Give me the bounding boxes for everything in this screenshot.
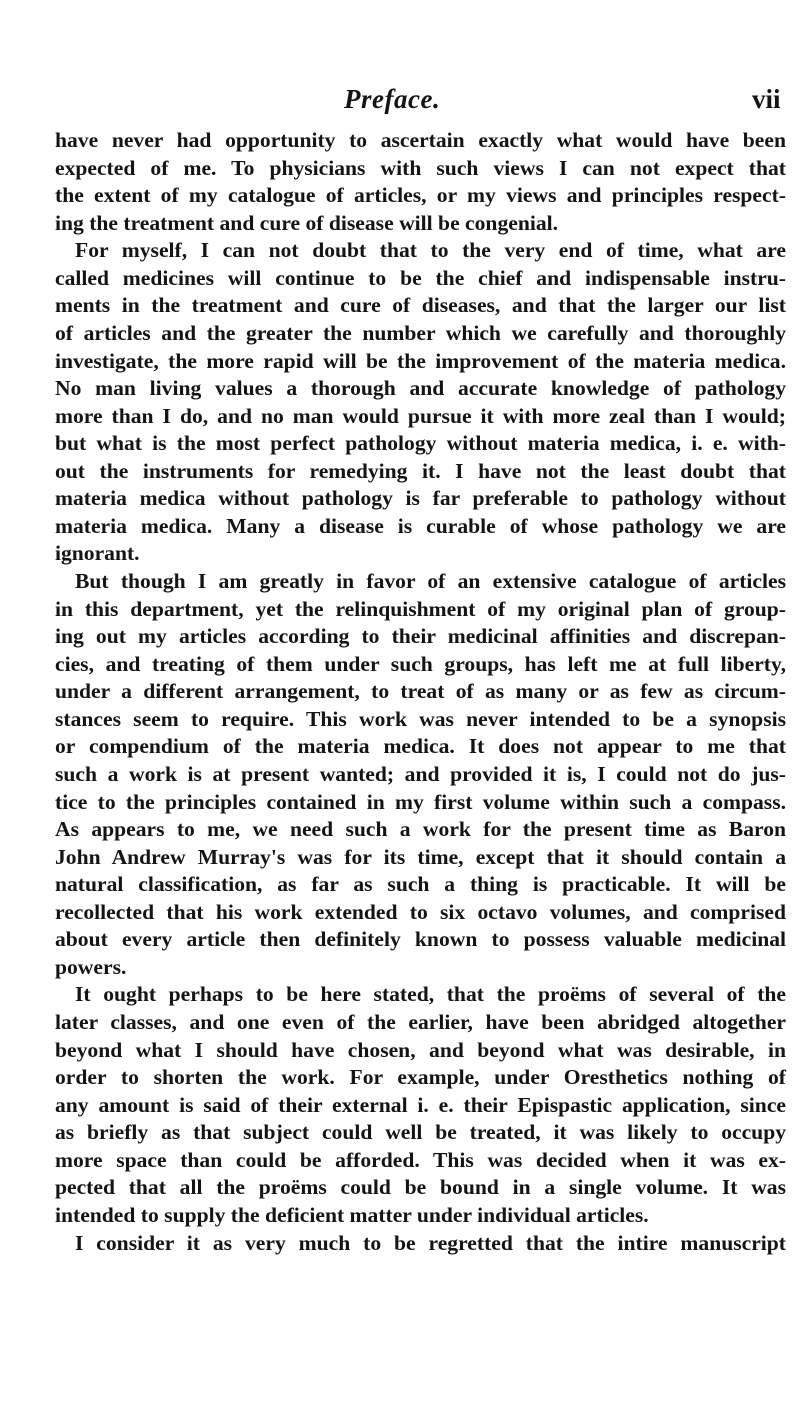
paragraph-3 bbox=[55, 568, 786, 981]
text-line: ing the treatment and cure of disease will be congenial. bbox=[55, 210, 559, 235]
text-line: out the instruments for remedying it. I have not the least doubt that bbox=[55, 458, 786, 483]
text-line: No man living values a thorough and accurate knowledge of pathology bbox=[55, 376, 786, 401]
text-line: materia medica without pathology is far preferable to pathology without bbox=[55, 486, 786, 511]
paragraph-2 bbox=[55, 237, 786, 568]
text-line: recollected that his work extended to six octavo volumes, and comprised bbox=[55, 899, 786, 924]
text-line: I consider it as very much to be regretted that the intire manuscript bbox=[75, 1230, 786, 1255]
paragraph-5 bbox=[55, 1230, 786, 1258]
text-line: under a different arrangement, to treat of as many or as few as circum- bbox=[55, 679, 786, 704]
text-line: of articles and the greater the number which we carefully and thoroughly bbox=[55, 320, 786, 345]
text-line: stances seem to require. This work was never intended to be a synopsis bbox=[55, 706, 786, 731]
running-head bbox=[0, 83, 801, 123]
text-line: or compendium of the materia medica. It does not appear to me that bbox=[55, 734, 786, 759]
text-line: pected that all the proëms could be bound in a single volume. It was bbox=[55, 1175, 786, 1200]
text-line: John Andrew Murray's was for its time, except that it should contain a bbox=[55, 844, 786, 869]
text-line: beyond what I should have chosen, and beyond what was desirable, in bbox=[55, 1037, 786, 1062]
text-line: the extent of my catalogue of articles, or my views and principles respect- bbox=[55, 183, 786, 208]
text-line: as briefly as that subject could well be treated, it was likely to occupy bbox=[55, 1120, 786, 1145]
text-line: It ought perhaps to be here stated, that the proëms of several of the bbox=[75, 982, 786, 1007]
text-line: natural classification, as far as such a thing is practicable. It will be bbox=[55, 872, 786, 897]
body-text bbox=[55, 127, 786, 1257]
text-line: For myself, I can not doubt that to the very end of time, what are bbox=[75, 238, 786, 263]
paragraph-1 bbox=[55, 127, 786, 237]
text-line: more space than could be afforded. This was decided when it was ex- bbox=[55, 1147, 786, 1172]
text-line: called medicines will continue to be the chief and indispensable instru- bbox=[55, 265, 786, 290]
text-line: tice to the principles contained in my first volume within such a compass. bbox=[55, 789, 786, 814]
paragraph-4 bbox=[55, 981, 786, 1229]
text-line: ing out my articles according to their medicinal affinities and discrepan- bbox=[55, 624, 786, 649]
text-line: expected of me. To physicians with such views I can not expect that bbox=[55, 155, 786, 180]
text-line: in this department, yet the relinquishment of my original plan of group- bbox=[55, 596, 786, 621]
text-line: ments in the treatment and cure of diseases, and that the larger our list bbox=[55, 293, 786, 318]
text-line: such a work is at present wanted; and provided it is, I could not do jus- bbox=[55, 761, 786, 786]
text-line: As appears to me, we need such a work for the present time as Baron bbox=[55, 817, 786, 842]
text-line: any amount is said of their external i. e. their Epispastic application, since bbox=[55, 1092, 786, 1117]
text-line: have never had opportunity to ascertain exactly what would have been bbox=[55, 128, 786, 152]
text-line: ignorant. bbox=[55, 541, 140, 566]
text-line: but what is the most perfect pathology without materia medica, i. e. with- bbox=[55, 431, 786, 456]
text-line: cies, and treating of them under such groups, has left me at full liberty, bbox=[55, 651, 786, 676]
text-line: intended to supply the deficient matter under individual articles. bbox=[55, 1202, 649, 1227]
text-line: more than I do, and no man would pursue it with more zeal than I would; bbox=[55, 403, 786, 428]
text-line: materia medica. Many a disease is curable of whose pathology we are bbox=[55, 513, 786, 538]
text-line: later classes, and one even of the earlier, have been abridged altogether bbox=[55, 1010, 786, 1034]
running-title: Preface. bbox=[344, 84, 441, 114]
text-line: But though I am greatly in favor of an extensive catalogue of articles bbox=[75, 569, 786, 593]
text-line: investigate, the more rapid will be the improvement of the materia medica. bbox=[55, 348, 786, 373]
text-line: about every article then definitely known to possess valuable medicinal bbox=[55, 927, 786, 952]
text-line: order to shorten the work. For example, under Oresthetics nothing of bbox=[55, 1065, 786, 1090]
text-line: powers. bbox=[55, 954, 127, 979]
page-number: vii bbox=[752, 84, 781, 114]
